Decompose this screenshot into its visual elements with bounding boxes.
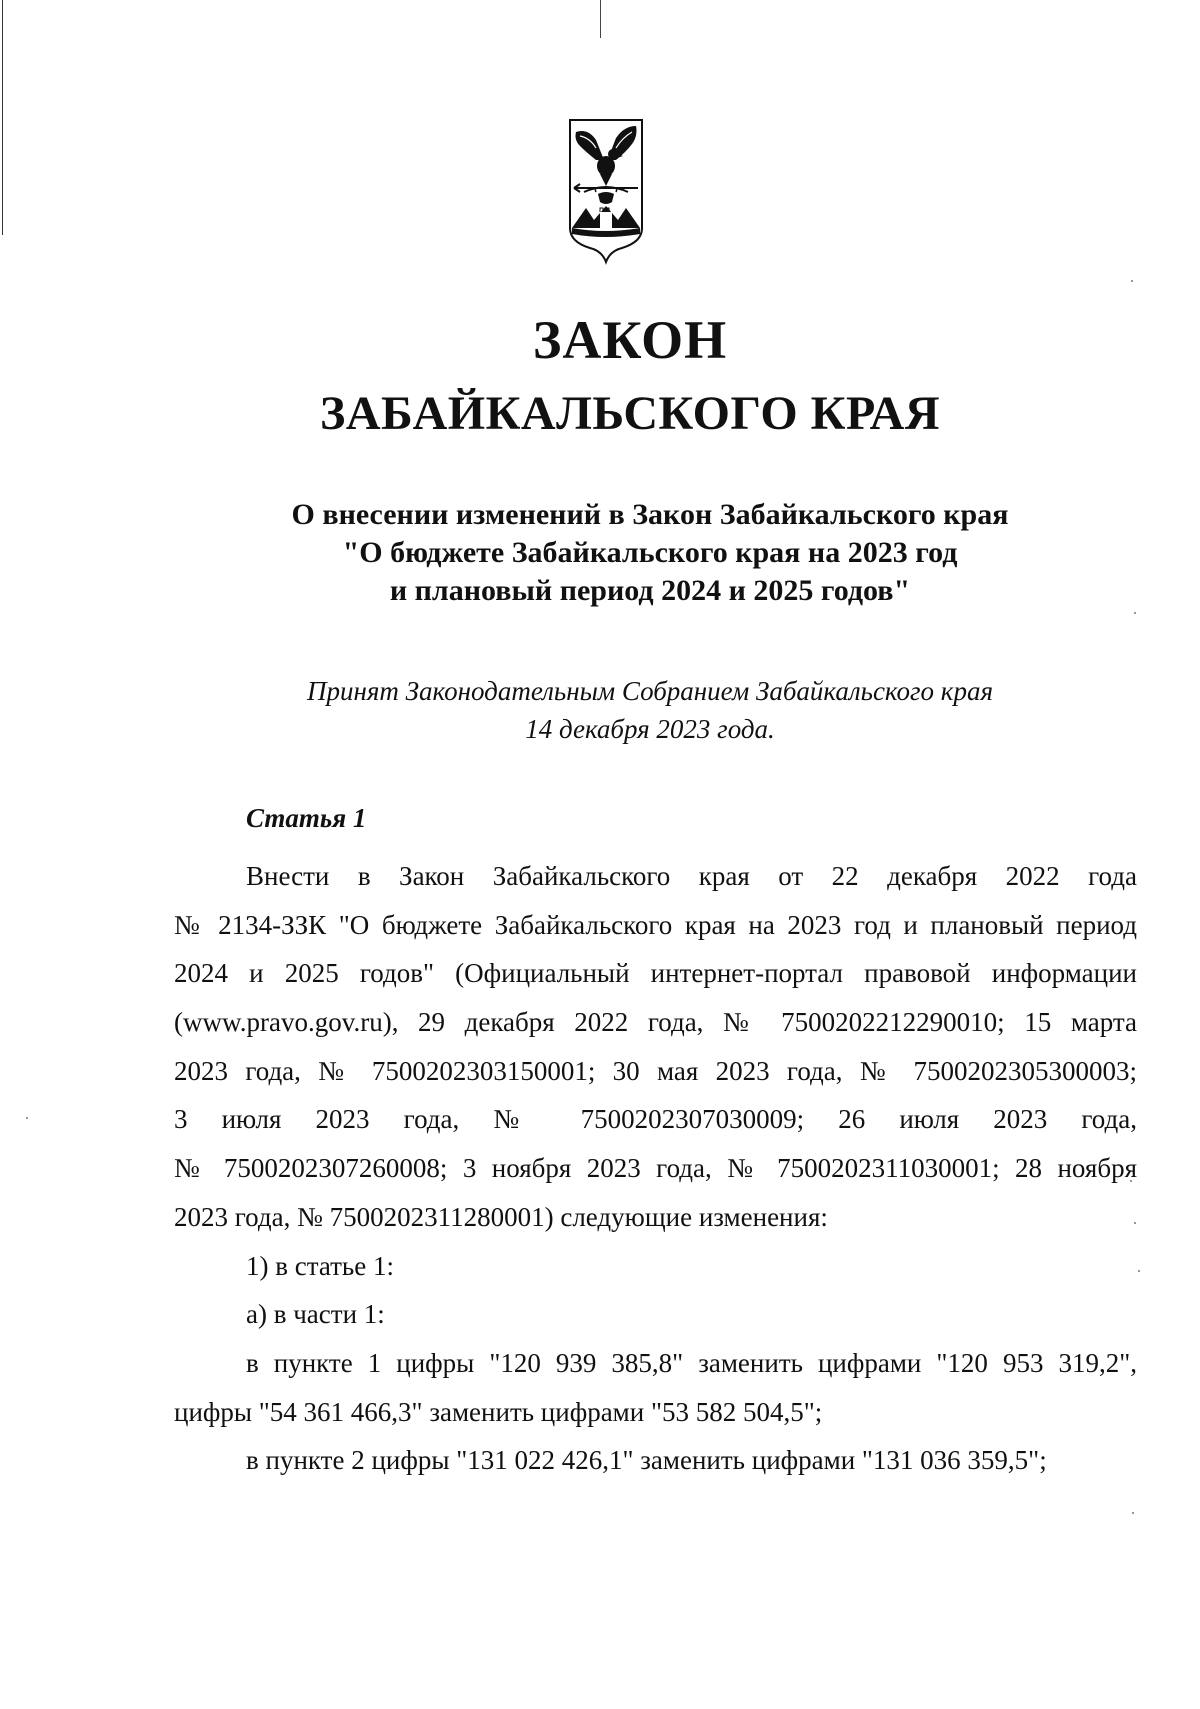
- subject-line: О внесении изменений в Закон Забайкальского края: [291, 498, 1009, 531]
- scan-speck: [26, 1117, 28, 1119]
- body-line: Внести в Закон Забайкальского края от 22 декабря 2022 года: [246, 861, 1137, 891]
- body-line: 2024 и 2025 годов" (Официальный интернет-портал правовой информации: [174, 958, 1137, 989]
- scan-speck: [1132, 1512, 1134, 1514]
- scan-speck: [1134, 612, 1136, 614]
- body-line: 1) в статье 1:: [246, 1250, 394, 1281]
- subject-line: "О бюджете Забайкальского края на 2023 год: [342, 536, 958, 569]
- law-title: ЗАКОН: [532, 310, 728, 370]
- scan-speck: [1138, 1270, 1140, 1272]
- article-body: [174, 852, 1137, 1485]
- body-line: в пункте 2 цифры "131 022 426,1" заменить цифрами "131 036 359,5";: [246, 1445, 1047, 1476]
- body-line: 3 июля 2023 года, № 7500202307030009; 26 июля 2023 года,: [174, 1104, 1137, 1135]
- law-subject: [0, 496, 1200, 610]
- adoption-line: Принят Законодательным Собранием Забайкальского края: [306, 676, 993, 706]
- body-line: в пункте 1 цифры "120 939 385,8" заменить цифрами "120 953 319,2",: [246, 1347, 1137, 1378]
- article-heading: Статья 1: [246, 803, 367, 833]
- body-line: 2023 года, № 7500202303150001; 30 мая 2023 года, № 7500202305300003;: [174, 1055, 1137, 1086]
- adoption-note: [0, 672, 1200, 748]
- body-line: цифры "54 361 466,3" заменить цифрами "53 582 504,5";: [174, 1396, 823, 1427]
- adoption-date: 14 декабря 2023 года.: [525, 714, 775, 744]
- body-line: 2023 года, № 7500202311280001) следующие изменения:: [174, 1201, 828, 1232]
- law-region-title: ЗАБАЙКАЛЬСКОГО КРАЯ: [320, 387, 940, 440]
- body-line: (www.pravo.gov.ru), 29 декабря 2022 года, № 7500202212290010; 15 марта: [174, 1007, 1137, 1038]
- coat-of-arms-emblem: [566, 116, 646, 266]
- body-line: № 7500202307260008; 3 ноября 2023 года, № 7500202311030001; 28 ноября: [174, 1153, 1137, 1184]
- scan-artifact-line: [600, 0, 601, 38]
- subject-line: и плановый период 2024 и 2025 годов": [389, 574, 911, 607]
- scan-speck: [1131, 280, 1133, 282]
- scan-artifact-line: [2, 0, 3, 235]
- body-line: № 2134-ЗЗК "О бюджете Забайкальского края на 2023 год и плановый период: [174, 909, 1137, 940]
- body-line: а) в части 1:: [246, 1299, 385, 1330]
